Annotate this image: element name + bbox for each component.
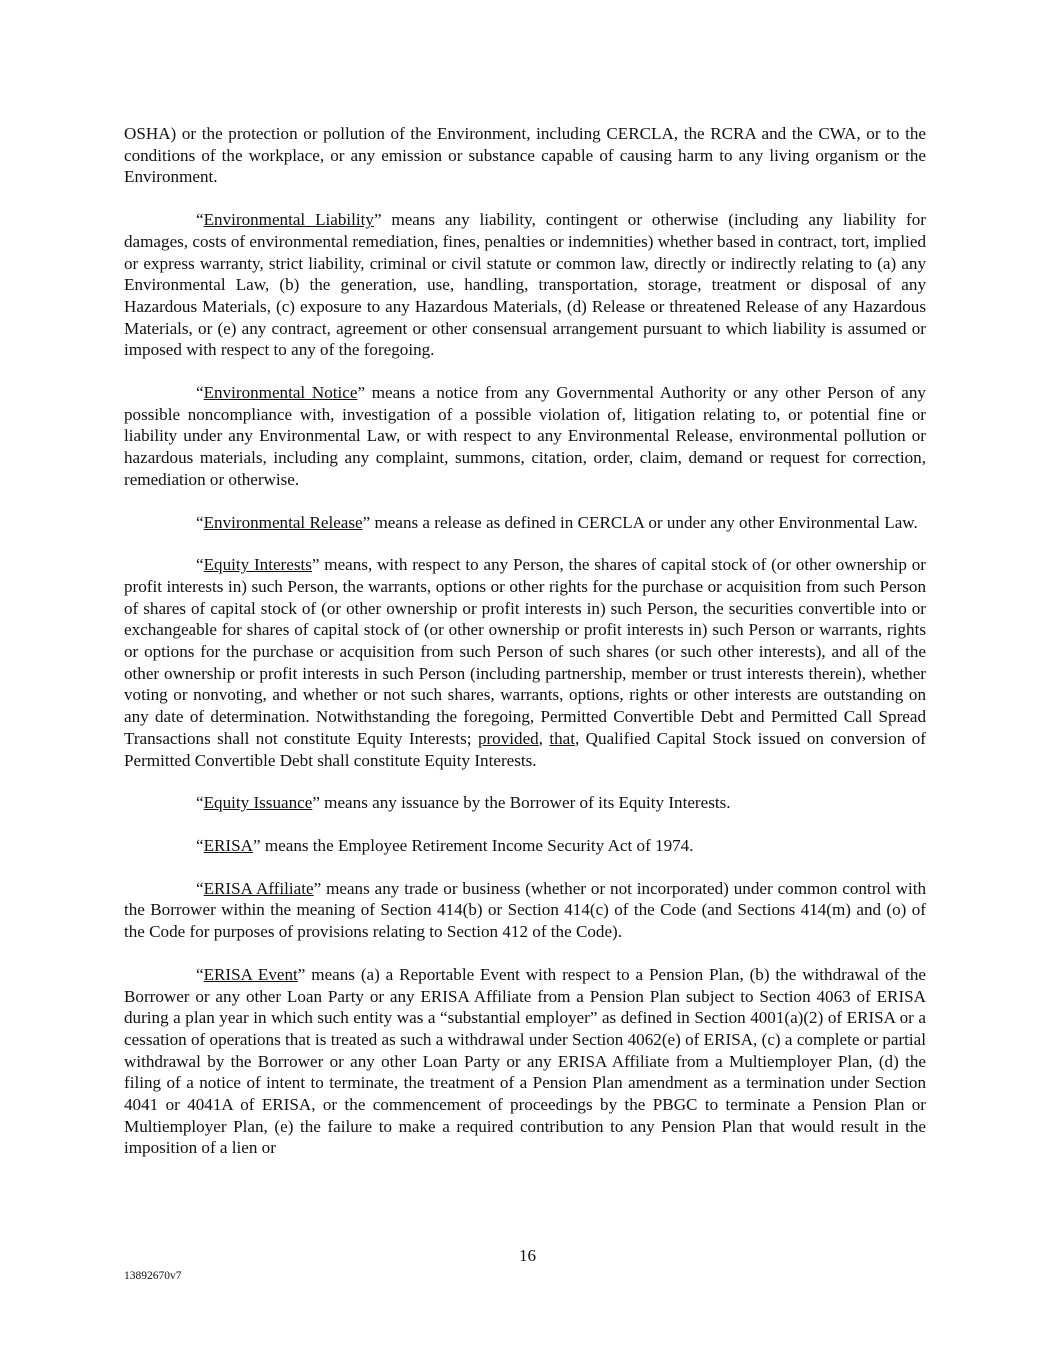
open-quote: “	[196, 793, 204, 813]
open-quote: “	[196, 210, 204, 230]
definition-equity-interests	[124, 554, 926, 771]
definition-text: ” means (a) a Reportable Event with respect to a Pension Plan, (b) the withdrawal of the Borrower or any other Loan Party or any ERISA Affiliate from a Pension Plan subject to Section 4063 of ERISA during a plan year in which such entity was a “substantial employer” as defined in Section 4001(a)(2) of ERISA or a cessation of operations that is treated as such a withdrawal under Section 4062(e) of ERISA, (c) a complete or partial withdrawal by the Borrower or any other Loan Party or any ERISA Affiliate from a Multiemployer Plan, (d) the filing of a notice of intent to terminate, the treatment of a Pension Plan amendment as a termination under Section 4041 or 4041A of ERISA, or the commencement of proceedings by the PBGC to terminate a Pension Plan or Multiemployer Plan, (e) the failure to make a required contribution to any Pension Plan that would result in the imposition of a lien or	[124, 964, 926, 1158]
definition-equity-issuance	[124, 792, 926, 814]
defined-term: ERISA	[203, 835, 253, 855]
provided-term: provided	[477, 728, 539, 748]
definition-erisa	[124, 835, 926, 857]
defined-term: Equity Issuance	[203, 793, 313, 813]
definition-tail: , Qualified Capital Stock issued on conversion of Permitted Convertible Debt shall constitute Equity Interests.	[124, 728, 926, 770]
definition-text: ” means any liability, contingent or otherwise (including any liability for damages, costs of environmental remediation, fines, penalties or indemnities) whether based in contract, tort, implied or express warranty, strict liability, criminal or civil statute or common law, directly or indirectly relating to (a) any Environmental Law, (b) the generation, use, handling, transportation, storage, treatment or disposal of any Hazardous Materials, (c) exposure to any Hazardous Materials, (d) Release or threatened Release of any Hazardous Materials, or (e) any contract, agreement or other consensual arrangement pursuant to which liability is assumed or imposed with respect to any of the foregoing.	[124, 210, 926, 360]
definition-environmental-notice	[124, 382, 926, 491]
defined-term: ERISA Affiliate	[203, 878, 314, 898]
definition-environmental-release	[124, 512, 926, 534]
page-number: 16	[518, 1246, 537, 1265]
defined-term: Environmental Liability	[203, 210, 374, 230]
definition-text: ” means a release as defined in CERCLA or under any other Environmental Law.	[362, 512, 918, 532]
definition-text: ” means a notice from any Governmental Authority or any other Person of any possible noncompliance with, investigation of a possible violation of, litigation relating to, or potential fine or liability under any Environmental Law, or with respect to any Environmental Release, environmental pollution or hazardous materials, including any complaint, summons, citation, order, claim, demand or request for correction, remediation or otherwise.	[124, 383, 926, 489]
defined-term: ERISA Event	[203, 964, 298, 984]
definition-text: ” means the Employee Retirement Income Security Act of 1974.	[252, 835, 694, 855]
that-term: that	[549, 728, 576, 748]
paragraph-environmental-law-continuation	[124, 123, 926, 188]
definition-environmental-liability	[124, 209, 926, 361]
defined-term: Environmental Notice	[203, 383, 358, 403]
separator: ,	[538, 728, 550, 748]
definition-text: ” means any issuance by the Borrower of its Equity Interests.	[312, 793, 731, 813]
defined-term: Equity Interests	[203, 555, 312, 575]
open-quote: “	[196, 512, 204, 532]
definition-erisa-affiliate	[124, 878, 926, 943]
open-quote: “	[196, 835, 204, 855]
definition-text: ” means, with respect to any Person, the shares of capital stock of (or other ownership or profit interests in) such Person, the warrants, options or other rights for the purchase or acquisition from such Person of shares of capital stock of (or other ownership or profit interests in) such Person, the securities convertible into or exchangeable for shares of capital stock of (or other ownership or profit interests in) such Person or warrants, rights or options for the purchase or acquisition from such Person of such shares (or such other interests), and all of the other ownership or profit interests in such Person (including partnership, member or trust interests therein), whether voting or nonvoting, and whether or not such shares, warrants, options, rights or other interests are outstanding on any date of determination. Notwithstanding the foregoing, Permitted Convertible Debt and Permitted Call Spread Transactions shall not constitute Equity Interests;	[124, 555, 927, 748]
document-id: 13892670v7	[124, 1270, 182, 1282]
document-body	[124, 123, 926, 1159]
defined-term: Environmental Release	[203, 512, 363, 532]
definition-erisa-event	[124, 964, 926, 1159]
open-quote: “	[196, 964, 204, 984]
definition-text: ” means any trade or business (whether or not incorporated) under common control with the Borrower within the meaning of Section 414(b) or Section 414(c) of the Code (and Sections 414(m) and (o) of the Code for purposes of provisions relating to Section 412 of the Code).	[124, 878, 926, 942]
paragraph-text: OSHA) or the protection or pollution of the Environment, including CERCLA, the RCRA and the CWA, or to the conditions of the workplace, or any emission or substance capable of causing harm to any living organism or the Environment.	[124, 124, 926, 187]
open-quote: “	[196, 555, 204, 575]
open-quote: “	[196, 878, 204, 898]
open-quote: “	[196, 383, 204, 403]
